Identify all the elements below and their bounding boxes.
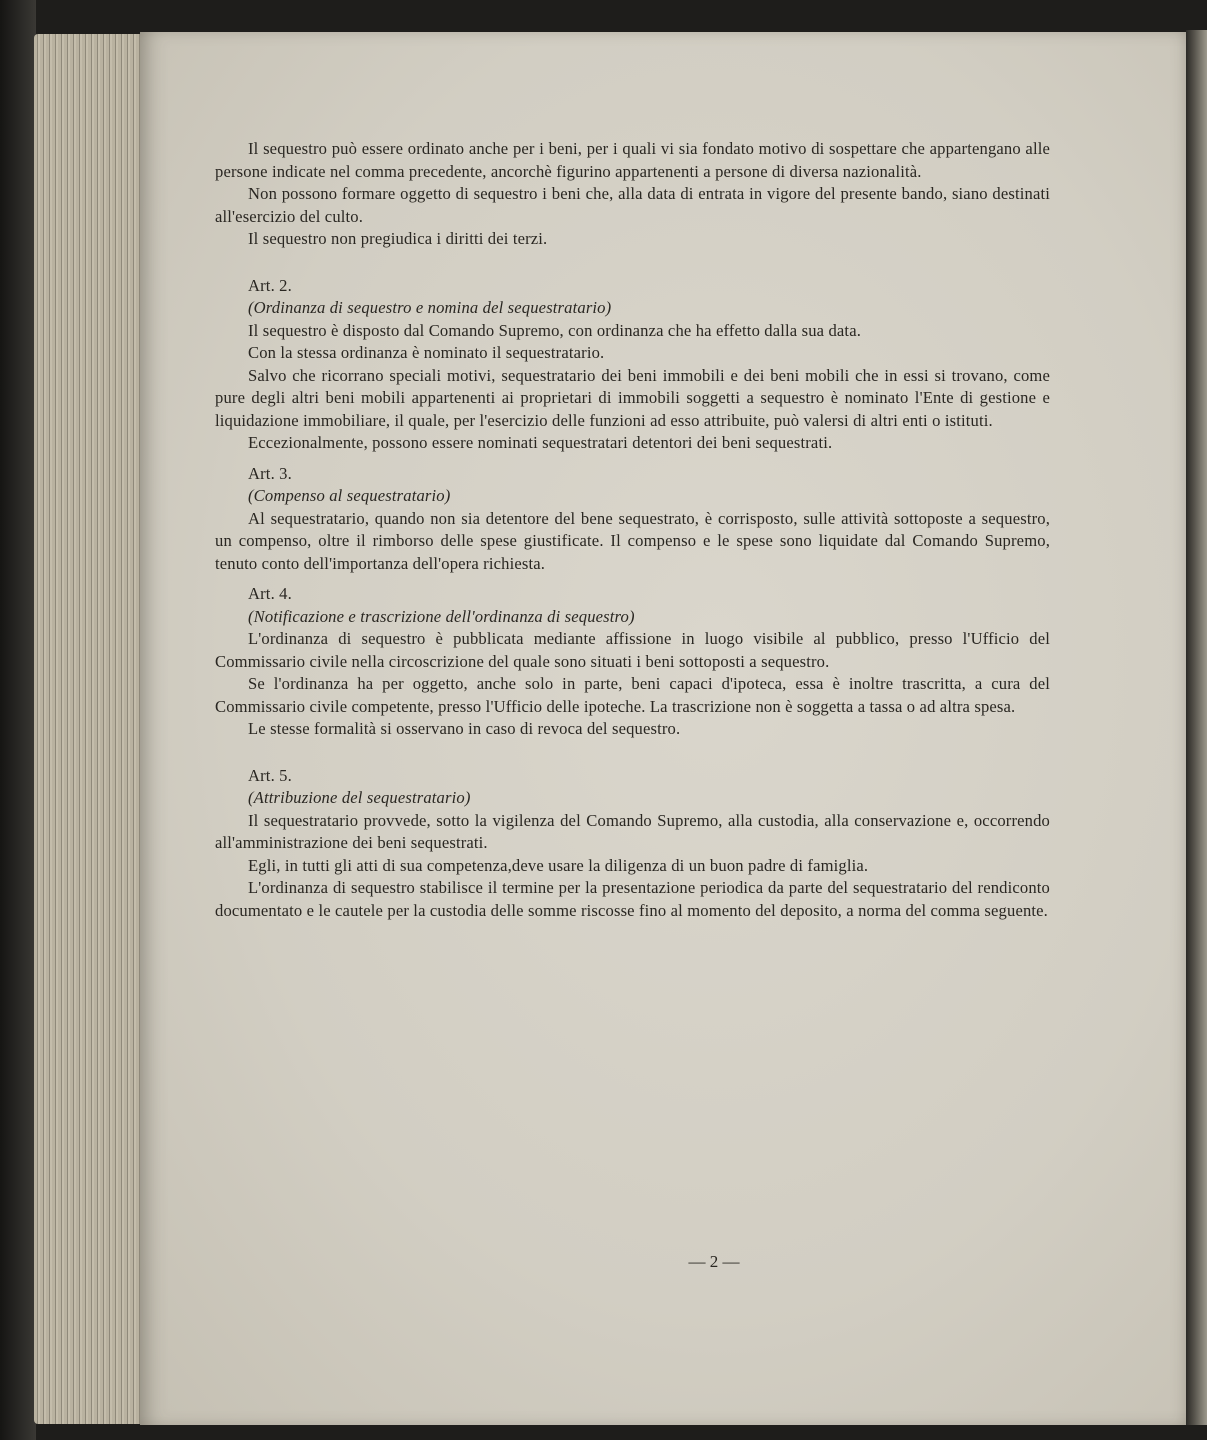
article-heading: Art. 2. — [248, 275, 292, 295]
intro-paragraph-2: Non possono formare oggetto di sequestro i beni che, alla data di entrata in vigore del presente bando, siano destinati all'esercizio del culto. — [215, 184, 1050, 226]
article-title: (Ordinanza di sequestro e nomina del sequestratario) — [248, 298, 612, 317]
article-paragraph: Con la stessa ordinanza è nominato il sequestratario. — [248, 343, 605, 362]
article-paragraph: L'ordinanza di sequestro è pubblicata mediante affissione in luogo visibile al pubblico, presso l'Ufficio del Commissario civile nella circoscrizione del quale sono situati i beni sottoposti a sequestro. — [215, 629, 1050, 671]
article-paragraph: Le stesse formalità si osservano in caso di revoca del sequestro. — [248, 719, 681, 738]
page-text-body — [215, 138, 1050, 922]
article-paragraph: Se l'ordinanza ha per oggetto, anche solo in parte, beni capaci d'ipoteca, essa è inoltre trascritta, a cura del Commissario civile competente, presso l'Ufficio delle ipoteche. La trascrizione non è soggetta a tassa o ad altra spesa. — [215, 674, 1050, 716]
article-heading: Art. 3. — [248, 463, 292, 483]
article-title: (Compenso al sequestratario) — [248, 486, 451, 505]
page-stack-edge — [34, 34, 144, 1424]
facing-page-edge — [1186, 30, 1207, 1425]
article-paragraph: Al sequestratario, quando non sia detentore del bene sequestrato, è corrisposto, sulle attività sottoposte a sequestro, un compenso, oltre il rimborso delle spese giustificate. Il compenso e le spese sono liquidate dal Comando Supremo, tenuto conto dell'importanza dell'opera richiesta. — [215, 508, 1050, 573]
article-title: (Notificazione e trascrizione dell'ordinanza di sequestro) — [248, 606, 635, 626]
article-paragraph: Eccezionalmente, possono essere nominati sequestratari detentori dei beni sequestrati. — [248, 433, 833, 452]
intro-paragraph-3: Il sequestro non pregiudica i diritti dei terzi. — [248, 229, 548, 248]
article-paragraph: Egli, in tutti gli atti di sua competenza,deve usare la diligenza di un buon padre di famiglia. — [248, 855, 869, 875]
book-binding — [0, 0, 36, 1440]
article-paragraph: L'ordinanza di sequestro stabilisce il termine per la presentazione periodica da parte del sequestratario del rendiconto documentato e le cautele per la custodia delle somme riscosse fino al momento del deposito, a norma del comma seguente. — [215, 878, 1050, 920]
article-paragraph: Il sequestro è disposto dal Comando Supremo, con ordinanza che ha effetto dalla sua data. — [248, 320, 862, 340]
intro-paragraph-1: Il sequestro può essere ordinato anche per i beni, per i quali vi sia fondato motivo di sospettare che appartengano alle persone indicate nel comma precedente, ancorchè figurino appartenenti a persone di diversa nazionalità. — [215, 139, 1050, 181]
article-heading: Art. 5. — [248, 765, 292, 785]
article-paragraph: Il sequestratario provvede, sotto la vigilenza del Comando Supremo, alla custodia, alla conservazione e, occorrendo all'amministrazione dei beni sequestrati. — [215, 810, 1050, 852]
article-paragraph: Salvo che ricorrano speciali motivi, sequestratario dei beni immobili e dei beni mobili che in essi si trovano, come pure degli altri beni mobili appartenenti ai proprietari di immobili soggetti a sequestro è nominato l'Ente di gestione e liquidazione immobiliare, il quale, per l'esercizio delle funzioni ad esso attribuite, può valersi di altri enti o istituti. — [215, 365, 1050, 430]
article-title: (Attribuzione del sequestratario) — [248, 788, 471, 807]
page-number: — 2 — — [688, 1252, 740, 1271]
article-heading: Art. 4. — [248, 584, 292, 603]
